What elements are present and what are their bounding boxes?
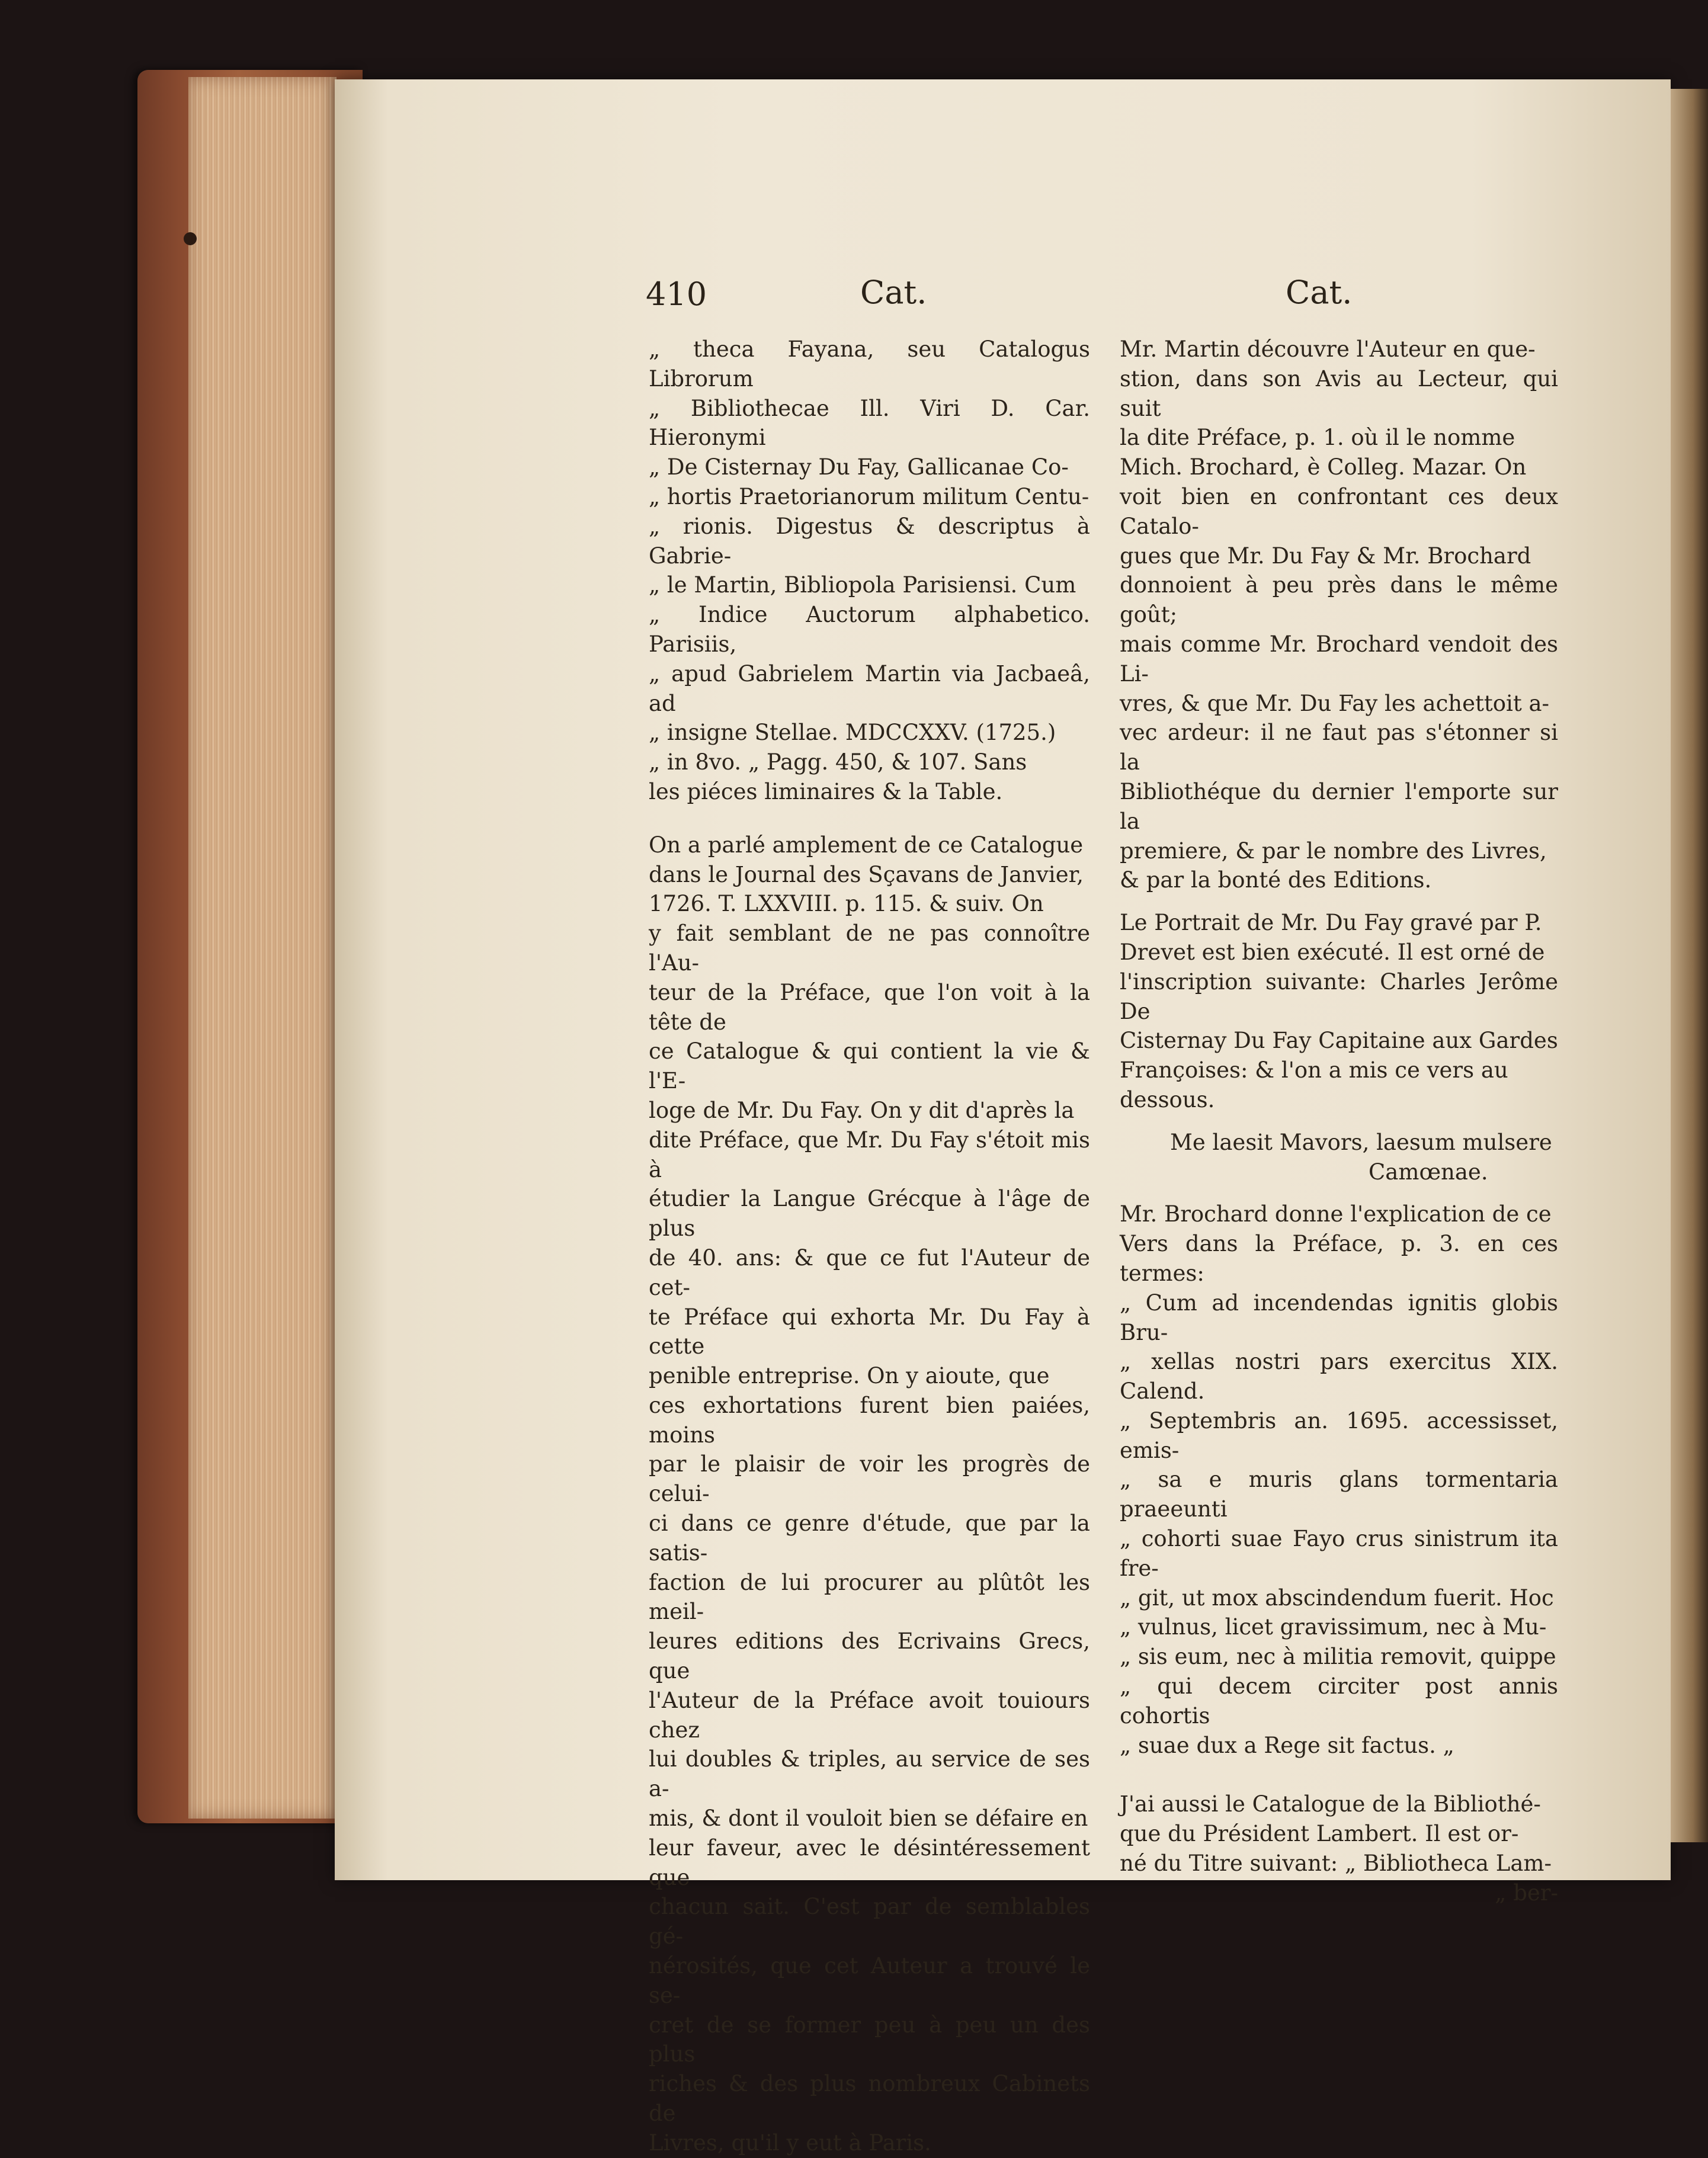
left-paragraph-1: [649, 335, 1090, 807]
cover-stud: [184, 232, 197, 245]
text-line: „ git, ut mox abscindendum fuerit. Hoc: [1120, 1585, 1554, 1611]
text-line: leur faveur, avec le désintéressement que: [649, 1835, 1090, 1890]
right-paragraph-1: [1120, 335, 1558, 895]
page-edges: [188, 77, 337, 1819]
text-line: ci dans ce genre d'étude, que par la satis-: [649, 1511, 1090, 1566]
text-line: de 40. ans: & que ce fut l'Auteur de cet-: [649, 1245, 1090, 1300]
text-line: dessous.: [1120, 1086, 1215, 1112]
text-line: cret de se former peu à peu un des plus: [649, 2012, 1090, 2067]
right-paragraph-2: [1120, 908, 1558, 1115]
verse-quote: [1120, 1128, 1558, 1187]
text-line: dite Préface, que Mr. Du Fay s'étoit mis à: [649, 1127, 1090, 1182]
text-line: „ suae dux a Rege sit factus. „: [1120, 1732, 1454, 1758]
text-line: Mr. Martin découvre l'Auteur en que-: [1120, 336, 1536, 362]
text-line: stion, dans son Avis au Lecteur, qui suit: [1120, 365, 1558, 421]
left-paragraph-2: [649, 831, 1090, 2158]
text-line: „ in 8vo. „ Pagg. 450, & 107. Sans: [649, 749, 1027, 775]
page-number: 410: [646, 275, 707, 313]
text-line: Françoises: & l'on a mis ce vers au: [1120, 1057, 1508, 1083]
text-line: premiere, & par le nombre des Livres,: [1120, 838, 1547, 864]
text-line: Vers dans la Préface, p. 3. en ces termes:: [1120, 1231, 1558, 1286]
text-line: loge de Mr. Du Fay. On y dit d'après la: [649, 1097, 1075, 1123]
text-line: vres, & que Mr. Du Fay les achettoit a-: [1120, 690, 1550, 716]
catchword: „ ber-: [1495, 1880, 1558, 1906]
text-line: „ rionis. Digestus & descriptus à Gabrie-: [649, 513, 1090, 569]
text-line: l'Auteur de la Préface avoit touiours chez: [649, 1687, 1090, 1743]
text-line: teur de la Préface, que l'on voit à la tête de: [649, 979, 1090, 1035]
text-line: que du Président Lambert. Il est or-: [1120, 1821, 1519, 1847]
text-line: chacun sait. C'est par de semblables gé-: [649, 1894, 1090, 1949]
right-paragraph-3: [1120, 1200, 1558, 1760]
text-line: „ theca Fayana, seu Catalogus Librorum: [649, 336, 1090, 392]
text-line: Bibliothéque du dernier l'emporte sur la: [1120, 778, 1558, 834]
text-line: „ Septembris an. 1695. accessisset, emis-: [1120, 1407, 1558, 1463]
verse-line-2: Camœnae.: [1369, 1159, 1488, 1185]
text-line: les piéces liminaires & la Table.: [649, 778, 1003, 804]
text-line: penible entreprise. On y aioute, que: [649, 1363, 1050, 1389]
text-line: & par la bonté des Editions.: [1120, 867, 1432, 893]
text-line: lui doubles & triples, au service de ses a-: [649, 1746, 1090, 1802]
facing-page-edge: [1671, 89, 1708, 1842]
text-line: On a parlé amplement de ce Catalogue: [649, 832, 1084, 858]
text-line: „ Cum ad incendendas ignitis globis Bru-: [1120, 1290, 1558, 1345]
running-head-right: Cat.: [1286, 274, 1353, 311]
text-line: „ De Cisternay Du Fay, Gallicanae Co-: [649, 454, 1069, 480]
text-line: „ vulnus, licet gravissimum, nec à Mu-: [1120, 1614, 1547, 1640]
text-line: né du Titre suivant: „ Bibliotheca Lam-: [1120, 1851, 1552, 1877]
text-line: Mr. Brochard donne l'explication de ce: [1120, 1201, 1552, 1227]
text-line: Livres, qu'il y eut à Paris.: [649, 2130, 931, 2156]
text-line: „ sis eum, nec à militia removit, quippe: [1120, 1644, 1556, 1670]
text-line: donnoient à peu près dans le même goût;: [1120, 572, 1558, 628]
text-line: l'inscription suivante: Charles Jerôme De: [1120, 969, 1558, 1024]
text-line: par le plaisir de voir les progrès de celui-: [649, 1451, 1090, 1507]
text-line: Cisternay Du Fay Capitaine aux Gardes: [1120, 1028, 1558, 1054]
text-line: ce Catalogue & qui contient la vie & l'E-: [649, 1038, 1090, 1094]
text-line: „ xellas nostri pars exercitus XIX. Calend.: [1120, 1349, 1558, 1405]
text-line: J'ai aussi le Catalogue de la Bibliothé-: [1120, 1791, 1541, 1817]
right-paragraph-4: [1120, 1790, 1558, 1907]
text-line: „ hortis Praetorianorum militum Centu-: [649, 483, 1089, 509]
text-line: faction de lui procurer au plûtôt les meil-: [649, 1569, 1090, 1625]
left-column: [649, 335, 1090, 2158]
text-line: vec ardeur: il ne faut pas s'étonner si la: [1120, 720, 1558, 775]
text-line: voit bien en confrontant ces deux Catalo-: [1120, 483, 1558, 539]
text-line: dans le Journal des Sçavans de Janvier,: [649, 861, 1084, 887]
text-line: „ Bibliothecae Ill. Viri D. Car. Hieronymi: [649, 395, 1090, 451]
text-line: la dite Préface, p. 1. où il le nomme: [1120, 425, 1515, 451]
text-line: „ cohorti suae Fayo crus sinistrum ita fre-: [1120, 1526, 1558, 1581]
text-line: gues que Mr. Du Fay & Mr. Brochard: [1120, 543, 1531, 569]
text-line: nérosités, que cet Auteur a trouvé le se-: [649, 1953, 1090, 2008]
text-line: „ qui decem circiter post annis cohortis: [1120, 1673, 1558, 1729]
text-line: „ insigne Stellae. MDCCXXV. (1725.): [649, 720, 1056, 746]
text-line: „ le Martin, Bibliopola Parisiensi. Cum: [649, 572, 1076, 598]
verse-line-1: Me laesit Mavors, laesum mulsere: [1170, 1129, 1552, 1155]
running-head-left: Cat.: [860, 274, 927, 311]
text-line: Le Portrait de Mr. Du Fay gravé par P.: [1120, 910, 1542, 936]
text-line: mais comme Mr. Brochard vendoit des Li-: [1120, 631, 1558, 687]
text-line: ces exhortations furent bien paiées, moins: [649, 1392, 1090, 1448]
text-line: „ Indice Auctorum alphabetico. Parisiis,: [649, 602, 1090, 657]
text-line: „ sa e muris glans tormentaria praeeunti: [1120, 1467, 1558, 1522]
text-line: 1726. T. LXXVIII. p. 115. & suiv. On: [649, 891, 1044, 917]
right-column: [1120, 335, 1558, 1908]
text-line: Drevet est bien exécuté. Il est orné de: [1120, 939, 1545, 965]
text-line: Mich. Brochard, è Colleg. Mazar. On: [1120, 454, 1527, 480]
text-line: y fait semblant de ne pas connoître l'Au-: [649, 921, 1090, 976]
text-line: leures editions des Ecrivains Grecs, que: [649, 1628, 1090, 1684]
text-line: étudier la Langue Grécque à l'âge de plus: [649, 1186, 1090, 1242]
text-line: riches & des plus nombreux Cabinets de: [649, 2071, 1090, 2127]
text-line: „ apud Gabrielem Martin via Jacbaeâ, ad: [649, 660, 1090, 716]
text-line: mis, & dont il vouloit bien se défaire en: [649, 1806, 1088, 1832]
text-line: te Préface qui exhorta Mr. Du Fay à cette: [649, 1304, 1090, 1359]
